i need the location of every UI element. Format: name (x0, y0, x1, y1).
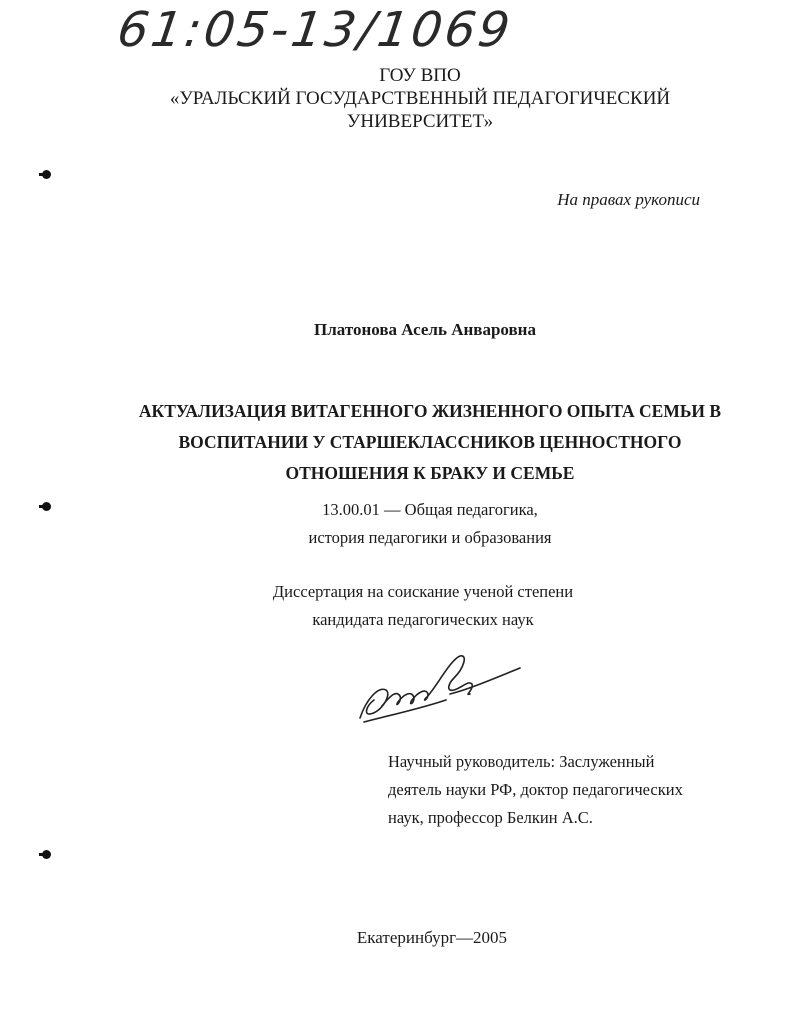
author-name: Платонова Асель Анваровна (314, 320, 536, 339)
specialty-line-2: история педагогики и образования (308, 528, 552, 547)
supervisor-line-3: наук, профессор Белкин А.С. (388, 808, 593, 827)
binding-hole-mark (42, 850, 51, 859)
degree-block (223, 578, 623, 634)
dissertation-title (120, 396, 740, 489)
supervisor-line-2: деятель науки РФ, доктор педагогических (388, 780, 683, 799)
archive-number: 61:05-13/1069 (114, 2, 516, 58)
degree-line-2: кандидата педагогических наук (312, 610, 534, 629)
title-line-1: АКТУАЛИЗАЦИЯ ВИТАГЕННОГО ЖИЗНЕННОГО ОПЫТА СЕМЬИ В (138, 401, 722, 421)
binding-hole-mark (42, 502, 51, 511)
binding-hole-mark (42, 170, 51, 179)
degree-line-1: Диссертация на соискание ученой степени (272, 582, 574, 601)
manuscript-rights: На правах рукописи (557, 190, 700, 209)
title-line-2: ВОСПИТАНИИ У СТАРШЕКЛАССНИКОВ ЦЕННОСТНОГО (178, 432, 682, 452)
signature (356, 650, 526, 725)
specialty-block (230, 496, 630, 552)
title-line-3: ОТНОШЕНИЯ К БРАКУ И СЕМЬЕ (285, 463, 575, 483)
city-year: Екатеринбург—2005 (356, 928, 508, 947)
institution-line-1: ГОУ ВПО (379, 65, 461, 86)
institution-block (160, 64, 680, 133)
supervisor-line-1: Научный руководитель: Заслуженный (388, 752, 655, 771)
institution-line-2: «УРАЛЬСКИЙ ГОСУДАРСТВЕННЫЙ ПЕДАГОГИЧЕСКИЙ (169, 88, 671, 109)
supervisor-block (388, 748, 718, 832)
specialty-line-1: 13.00.01 — Общая педагогика, (322, 500, 538, 519)
institution-line-3: УНИВЕРСИТЕТ» (346, 111, 494, 132)
